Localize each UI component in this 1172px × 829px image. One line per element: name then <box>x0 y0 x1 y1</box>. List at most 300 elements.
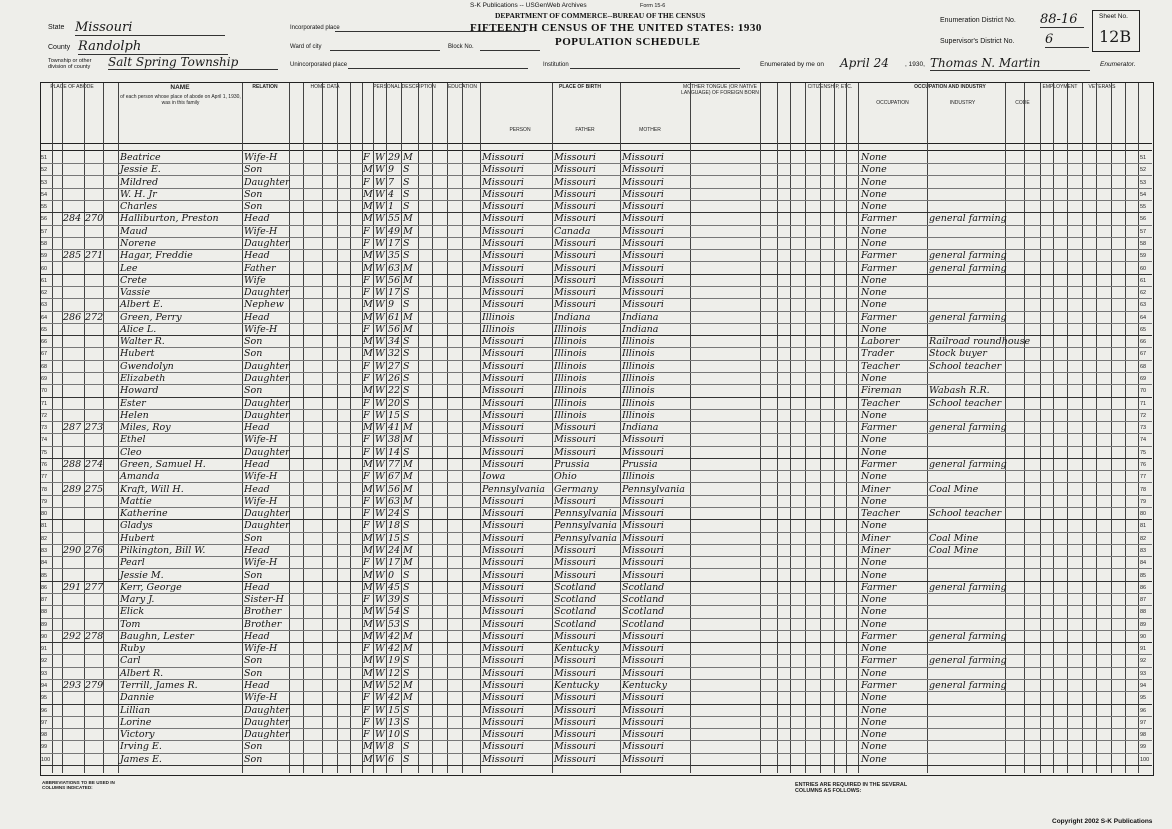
cell-dw <box>63 239 83 249</box>
cell-ind: School teacher <box>929 508 1002 520</box>
cell-father: Missouri <box>554 741 596 753</box>
line-number: 92 <box>41 658 48 665</box>
cell-age: 77 <box>388 459 401 470</box>
cell-dw: 291 <box>63 581 82 593</box>
line-number: 95 <box>41 695 48 702</box>
cell-ind: general farming <box>929 250 1007 262</box>
line-number-right: 66 <box>1140 339 1147 346</box>
line-number: 51 <box>41 155 48 161</box>
cell-age: 61 <box>388 311 401 323</box>
table-row <box>41 165 1152 176</box>
cell-rel: Son <box>244 164 263 176</box>
cell-mother: Missouri <box>622 176 664 188</box>
cell-ms: M <box>403 495 413 507</box>
cell-birth: Missouri <box>482 532 524 544</box>
cell-race: W <box>375 225 385 237</box>
table-row <box>41 239 1152 250</box>
line-number-right: 85 <box>1140 572 1147 579</box>
cell-father: Missouri <box>554 213 596 225</box>
line-number-right: 67 <box>1140 351 1147 358</box>
cell-race: W <box>375 201 385 213</box>
cell-father: Missouri <box>554 692 596 704</box>
cell-fam <box>85 509 102 519</box>
cell-race: W <box>375 741 385 753</box>
cell-ind: general farming <box>929 213 1007 225</box>
enum-district-label: Enumeration District No. <box>940 17 1016 24</box>
cell-ms: M <box>403 557 413 569</box>
cell-ind <box>929 435 1003 445</box>
line-number-right: 78 <box>1140 486 1147 493</box>
cell-father: Illinois <box>554 397 587 409</box>
cell-sex: F <box>363 508 370 520</box>
supervisor-label: Supervisor's District No. <box>940 38 1015 45</box>
cell-ms: S <box>403 520 410 532</box>
cell-sex: M <box>363 630 373 642</box>
table-row <box>41 632 1152 643</box>
cell-mother: Illinois <box>622 373 655 385</box>
cell-age: 32 <box>388 348 401 360</box>
cell-dw <box>63 178 83 188</box>
cell-age: 12 <box>388 667 401 679</box>
cell-father: Pennsylvania <box>554 520 617 532</box>
cell-fam <box>85 571 102 581</box>
sheet-box <box>1092 10 1140 52</box>
cell-dw <box>63 706 83 716</box>
cell-fam <box>85 656 102 666</box>
cell-dw <box>63 718 83 728</box>
cell-rel: Daughter <box>244 397 290 409</box>
line-number-right: 88 <box>1140 609 1147 616</box>
cell-occ: None <box>861 446 887 458</box>
cell-birth: Missouri <box>482 459 524 470</box>
cell-name: Halliburton, Preston <box>120 213 219 225</box>
table-row <box>41 313 1152 324</box>
cell-name: Jessie E. <box>120 164 161 176</box>
cell-rel: Daughter <box>244 716 290 728</box>
line-number-right: 59 <box>1140 253 1147 260</box>
cell-rel: Head <box>244 483 270 495</box>
table-row <box>41 534 1152 545</box>
cell-fam <box>85 300 102 310</box>
cell-age: 42 <box>388 692 401 704</box>
cell-dw <box>63 190 83 200</box>
cell-ind: Coal Mine <box>929 544 979 556</box>
cell-race: W <box>375 336 385 348</box>
cell-occ: None <box>861 471 887 483</box>
cell-fam <box>85 644 102 654</box>
cell-sex: F <box>363 409 370 421</box>
cell-rel: Head <box>244 213 270 225</box>
cell-occ: None <box>861 741 887 753</box>
cell-rel: Head <box>244 422 270 434</box>
cell-age: 56 <box>388 274 401 286</box>
line-number: 87 <box>41 597 48 604</box>
cell-rel: Son <box>244 385 263 397</box>
cell-father: Missouri <box>554 434 596 446</box>
cell-dw <box>63 497 83 507</box>
cell-race: W <box>375 618 385 630</box>
cell-fam <box>85 521 102 531</box>
cell-birth: Missouri <box>482 594 524 606</box>
schedule-title: POPULATION SCHEDULE <box>555 36 701 48</box>
cell-birth: Missouri <box>482 520 524 532</box>
cell-race: W <box>375 483 385 495</box>
cell-ind: Coal Mine <box>929 483 979 495</box>
cell-rel: Son <box>244 336 263 348</box>
cell-dw <box>63 693 83 703</box>
cell-occ: None <box>861 716 887 728</box>
cell-occ: Farmer <box>861 250 897 262</box>
line-number-right: 58 <box>1140 240 1147 247</box>
cell-dw <box>63 300 83 310</box>
table-row <box>41 411 1152 422</box>
cell-ind <box>929 571 1003 581</box>
cell-fam: 272 <box>85 311 104 323</box>
cell-ms: M <box>403 311 413 323</box>
unincorporated-line <box>348 68 528 69</box>
cell-ind <box>929 227 1003 237</box>
cell-race: W <box>375 422 385 434</box>
cell-mother: Missouri <box>622 152 664 163</box>
block-label: Block No. <box>448 44 474 50</box>
cell-rel: Wife-H <box>244 557 278 569</box>
cell-fam <box>85 448 102 458</box>
footer-abbrev: ABBREVIATIONS TO BE USED IN COLUMNS INDICATED: <box>42 780 115 791</box>
cell-ind: Wabash R.R. <box>929 385 990 397</box>
line-number: 73 <box>41 425 48 432</box>
line-number-right: 53 <box>1140 179 1147 186</box>
cell-name: Lillian <box>120 704 151 716</box>
cell-mother: Missouri <box>622 643 664 655</box>
cell-occ: None <box>861 152 887 163</box>
incorporated-line <box>335 31 525 32</box>
cell-sex: M <box>363 201 373 213</box>
cell-fam: 277 <box>85 581 104 593</box>
cell-occ: None <box>861 643 887 655</box>
cell-ms: S <box>403 581 410 593</box>
cell-rel: Daughter <box>244 237 290 249</box>
cell-fam <box>85 595 102 605</box>
cell-age: 56 <box>388 323 401 335</box>
table-row <box>41 485 1152 496</box>
line-number-right: 97 <box>1140 719 1147 726</box>
section-personal: PERSONAL DESCRIPTION <box>373 84 436 90</box>
cell-race: W <box>375 287 385 299</box>
cell-ind: general farming <box>929 581 1007 593</box>
cell-occ: Trader <box>861 348 894 360</box>
cell-fam <box>85 607 102 617</box>
cell-dw <box>63 534 83 544</box>
line-number: 99 <box>41 744 48 751</box>
section-citizenship: CITIZENSHIP, ETC. <box>807 84 853 90</box>
cell-dw: 289 <box>63 483 82 495</box>
table-row <box>41 558 1152 569</box>
cell-father: Missouri <box>554 753 596 765</box>
line-number-right: 69 <box>1140 376 1147 383</box>
line-number-right: 63 <box>1140 302 1147 309</box>
cell-name: Elizabeth <box>120 373 166 385</box>
cell-occ: None <box>861 201 887 213</box>
cell-age: 15 <box>388 532 401 544</box>
cell-mother: Scotland <box>622 606 665 618</box>
cell-birth: Missouri <box>482 152 524 163</box>
cell-ms: S <box>403 508 410 520</box>
cell-dw <box>63 349 83 359</box>
cell-age: 6 <box>388 753 395 765</box>
cell-occ: None <box>861 495 887 507</box>
cell-rel: Wife-H <box>244 471 278 483</box>
cell-father: Missouri <box>554 188 596 200</box>
cell-father: Missouri <box>554 201 596 213</box>
cell-ind: general farming <box>929 311 1007 323</box>
cell-ind <box>929 325 1003 335</box>
cell-dw <box>63 730 83 740</box>
cell-dw: 288 <box>63 459 82 470</box>
township-label: Township or other division of county <box>48 58 92 70</box>
line-number: 89 <box>41 621 48 628</box>
table-row <box>41 423 1152 434</box>
cell-fam <box>85 435 102 445</box>
line-number-right: 64 <box>1140 314 1147 321</box>
cell-rel: Son <box>244 667 263 679</box>
line-number-right: 89 <box>1140 621 1147 628</box>
cell-dw: 293 <box>63 680 82 692</box>
line-number: 86 <box>41 584 48 591</box>
line-number: 64 <box>41 314 48 321</box>
cell-name: Ester <box>120 397 146 409</box>
cell-ms: S <box>403 569 410 581</box>
cell-birth: Missouri <box>482 716 524 728</box>
cell-occ: None <box>861 225 887 237</box>
cell-name: Walter R. <box>120 336 165 348</box>
cell-fam <box>85 718 102 728</box>
cell-occ: None <box>861 274 887 286</box>
cell-ind <box>929 755 1003 765</box>
line-number: 90 <box>41 633 48 640</box>
line-number-right: 90 <box>1140 633 1147 640</box>
line-number: 54 <box>41 191 48 198</box>
cell-birth: Missouri <box>482 434 524 446</box>
cell-occ: None <box>861 606 887 618</box>
cell-fam <box>85 706 102 716</box>
cell-fam: 271 <box>85 250 104 262</box>
cell-birth: Missouri <box>482 250 524 262</box>
cell-ind <box>929 411 1003 421</box>
cell-sex: F <box>363 692 370 704</box>
cell-birth: Missouri <box>482 373 524 385</box>
cell-fam <box>85 202 102 212</box>
line-number-right: 86 <box>1140 584 1147 591</box>
section-birth: PLACE OF BIRTH <box>559 84 601 90</box>
cell-sex: M <box>363 667 373 679</box>
table-row <box>41 386 1152 397</box>
cell-age: 19 <box>388 655 401 667</box>
cell-ind <box>929 730 1003 740</box>
cell-dw <box>63 362 83 372</box>
cell-dw <box>63 669 83 679</box>
cell-sex: M <box>363 336 373 348</box>
cell-rel: Wife <box>244 274 266 286</box>
cell-sex: F <box>363 471 370 483</box>
cell-fam <box>85 153 102 163</box>
cell-name: James E. <box>120 753 162 765</box>
cell-race: W <box>375 323 385 335</box>
cell-ms: M <box>403 262 413 274</box>
table-row <box>41 435 1152 446</box>
cell-race: W <box>375 250 385 262</box>
cell-name: Gwendolyn <box>120 360 174 372</box>
copyright: Copyright 2002 S-K Publications <box>1052 818 1153 825</box>
cell-age: 55 <box>388 213 401 225</box>
supervisor-value: 6 <box>1045 32 1089 48</box>
cell-race: W <box>375 729 385 741</box>
cell-father: Scotland <box>554 618 597 630</box>
line-number: 55 <box>41 204 48 211</box>
cell-sex: M <box>363 459 373 470</box>
cell-rel: Head <box>244 544 270 556</box>
cell-mother: Scotland <box>622 594 665 606</box>
cell-father: Missouri <box>554 655 596 667</box>
cell-ind <box>929 178 1003 188</box>
line-number: 58 <box>41 240 48 247</box>
cell-name: Kerr, George <box>120 581 182 593</box>
cell-fam <box>85 288 102 298</box>
cell-sex: M <box>363 741 373 753</box>
cell-age: 26 <box>388 373 401 385</box>
line-number: 82 <box>41 535 48 542</box>
cell-fam: 278 <box>85 630 104 642</box>
cell-birth: Missouri <box>482 557 524 569</box>
cell-father: Scotland <box>554 606 597 618</box>
cell-sex: F <box>363 594 370 606</box>
cell-mother: Missouri <box>622 434 664 446</box>
cell-dw: 290 <box>63 544 82 556</box>
cell-sex: M <box>363 262 373 274</box>
cell-ind: School teacher <box>929 397 1002 409</box>
cell-ms: S <box>403 729 410 741</box>
incorporated-label: Incorporated place <box>290 25 340 31</box>
cell-birth: Missouri <box>482 544 524 556</box>
cell-name: Crete <box>120 274 147 286</box>
cell-fam <box>85 239 102 249</box>
line-number: 91 <box>41 646 48 653</box>
cell-age: 10 <box>388 729 401 741</box>
form-number: Form 15-6 <box>640 3 666 9</box>
cell-name: Vassie <box>120 287 151 299</box>
cell-name: Norene <box>120 237 156 249</box>
cell-ind <box>929 521 1003 531</box>
cell-ms: S <box>403 753 410 765</box>
cell-rel: Sister-H <box>244 594 284 606</box>
cell-rel: Son <box>244 569 263 581</box>
cell-occ: None <box>861 704 887 716</box>
cell-name: Albert R. <box>120 667 164 679</box>
cell-sex: M <box>363 753 373 765</box>
cell-race: W <box>375 495 385 507</box>
cell-father: Missouri <box>554 630 596 642</box>
cell-ind <box>929 644 1003 654</box>
cell-ms: M <box>403 213 413 225</box>
table-row <box>41 656 1152 667</box>
cell-ms: M <box>403 692 413 704</box>
cell-mother: Pennsylvania <box>622 483 685 495</box>
cell-dw <box>63 411 83 421</box>
cell-mother: Missouri <box>622 544 664 556</box>
cell-age: 41 <box>388 422 401 434</box>
cell-mother: Missouri <box>622 655 664 667</box>
table-row <box>41 730 1152 741</box>
table-row <box>41 546 1152 557</box>
cell-sex: F <box>363 520 370 532</box>
cell-race: W <box>375 397 385 409</box>
block-line <box>480 50 540 51</box>
cell-mother: Missouri <box>622 201 664 213</box>
cell-mother: Illinois <box>622 471 655 483</box>
line-number-right: 80 <box>1140 511 1147 518</box>
cell-dw <box>63 644 83 654</box>
cell-birth: Illinois <box>482 323 515 335</box>
cell-rel: Brother <box>244 618 282 630</box>
line-number-right: 57 <box>1140 228 1147 235</box>
cell-ms: S <box>403 667 410 679</box>
sub-person: PERSON <box>509 127 531 133</box>
section-mother-tongue: MOTHER TONGUE (OR NATIVE LANGUAGE) OF FOREIGN BORN <box>681 84 759 96</box>
cell-rel: Son <box>244 348 263 360</box>
cell-ms: S <box>403 655 410 667</box>
cell-father: Pennsylvania <box>554 508 617 520</box>
cell-birth: Missouri <box>482 422 524 434</box>
cell-sex: F <box>363 176 370 188</box>
cell-sex: F <box>363 225 370 237</box>
line-number: 56 <box>41 216 48 223</box>
cell-fam: 275 <box>85 483 104 495</box>
cell-birth: Illinois <box>482 311 515 323</box>
cell-fam <box>85 325 102 335</box>
cell-dw: 292 <box>63 630 82 642</box>
cell-ind: general farming <box>929 655 1007 667</box>
cell-birth: Missouri <box>482 692 524 704</box>
cell-dw <box>63 595 83 605</box>
rows-container <box>0 153 1172 768</box>
cell-rel: Wife-H <box>244 692 278 704</box>
cell-fam <box>85 534 102 544</box>
cell-sex: M <box>363 680 373 692</box>
cell-dw <box>63 386 83 396</box>
cell-rel: Daughter <box>244 704 290 716</box>
cell-father: Missouri <box>554 569 596 581</box>
cell-mother: Missouri <box>622 299 664 311</box>
cell-father: Missouri <box>554 495 596 507</box>
cell-dw: 284 <box>63 213 82 225</box>
cell-mother: Missouri <box>622 729 664 741</box>
cell-dw <box>63 288 83 298</box>
cell-race: W <box>375 680 385 692</box>
line-number: 66 <box>41 339 48 346</box>
cell-dw <box>63 165 83 175</box>
cell-father: Indiana <box>554 311 591 323</box>
cell-name: Kraft, Will H. <box>120 483 184 495</box>
cell-age: 24 <box>388 544 401 556</box>
enumerator-label: Enumerator. <box>1100 61 1136 68</box>
line-number: 61 <box>41 277 48 284</box>
cell-ind: School teacher <box>929 360 1002 372</box>
cell-name: Mildred <box>120 176 159 188</box>
census-title: FIFTEENTH CENSUS OF THE UNITED STATES: 1930 <box>470 22 762 34</box>
cell-rel: Nephew <box>244 299 284 311</box>
line-number: 94 <box>41 683 48 690</box>
cell-ind <box>929 448 1003 458</box>
cell-occ: None <box>861 287 887 299</box>
